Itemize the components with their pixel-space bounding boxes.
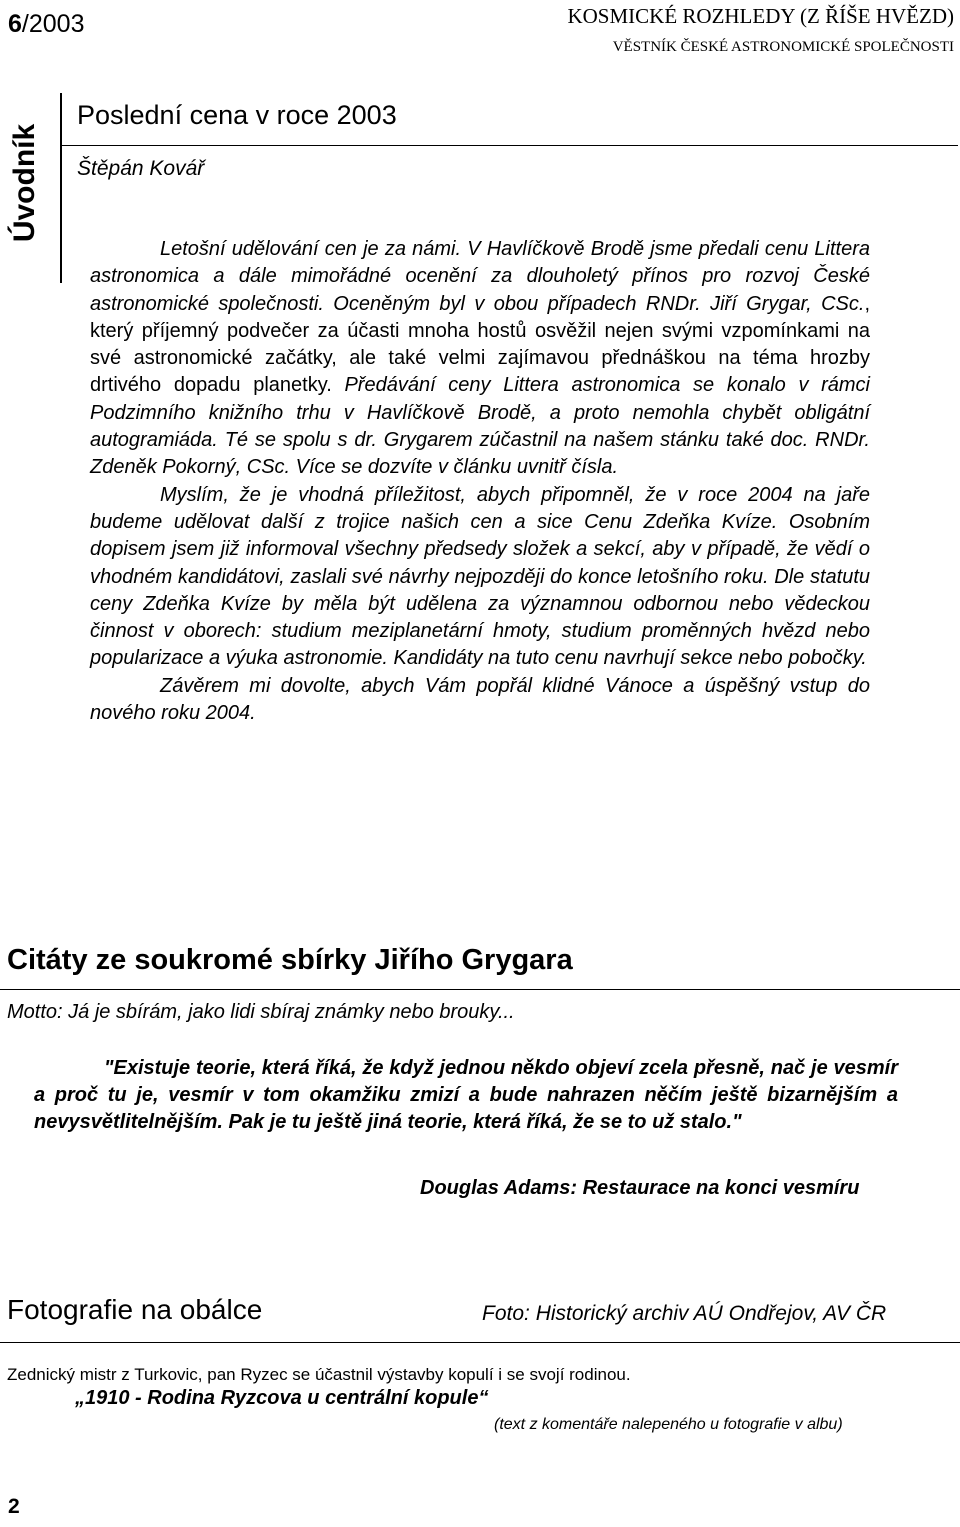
issue-number (8, 10, 84, 39)
cover-caption: „1910 - Rodina Ryzcova u centrální kopule“ (75, 1387, 489, 1409)
quotes-divider (0, 989, 960, 990)
editorial-p1-part-a: Letošní udělování cen je za námi. V Havlíčkově Brodě jsme předali cenu Littera astronomica a dále mimořádné ocenění za dlouholetý přínos pro rozvoj České astronomické společnosti. Oceněným byl v obou případech RNDr. Jiří Grygar, CSc. (90, 238, 870, 315)
editorial-body (90, 236, 870, 727)
vertical-divider (60, 93, 62, 283)
editorial-author: Štěpán Kovář (77, 157, 205, 180)
issue-number-value: 6 (8, 10, 22, 38)
cover-description: Zednický mistr z Turkovic, pan Ryzec se účastnil výstavby kopulí i se svojí rodinou. (7, 1365, 631, 1384)
editorial-divider (62, 145, 958, 146)
cover-note: (text z komentáře nalepeného u fotografie v albu) (494, 1416, 843, 1433)
cover-credit: Foto: Historický archiv AÚ Ondřejov, AV ČR (482, 1302, 887, 1325)
editorial-paragraph-2: Myslím, že je vhodná příležitost, abych připomněl, že v roce 2004 na jaře budeme udělovat další z trojice našich cen a sice Cenu Zdeňka Kvíze. Osobním dopisem jsem již informoval všechny předsedy složek a sekcí, aby v případě, že vědí o vhodném kandidátovi, zaslali své návrhy nejpozději do konce letošního roku. Dle statutu ceny Zdeňka Kvíze by měla být udělena za významnou odbornou nebo vědeckou činnost v oborech: studium meziplanetární hmoty, studium proměnných hvězd nebo popularizace a výuka astronomie. Kandidáty na tuto cenu navrhují sekce nebo pobočky. (90, 483, 870, 670)
editorial-title: Poslední cena v roce 2003 (77, 100, 397, 130)
editorial-p1-part-c: Předávání ceny Littera astronomica se konalo v rámci Podzimního knižního trhu v Havlíčkově Brodě, a proto nemohla chybět obligátní autogramiáda. Té se spolu s dr. Grygarem zúčastnil na našem stánku také doc. RNDr. Zdeněk Pokorný, CSc. Více se dozvíte v článku uvnitř čísla. (90, 374, 870, 479)
section-label-box (4, 100, 46, 266)
quote-source: Douglas Adams: Restaurace na konci vesmíru (420, 1177, 860, 1199)
editorial-paragraph-1 (90, 236, 870, 482)
quote-paragraph: "Existuje teorie, která říká, že když jednou někdo objeví zcela přesně, nač je vesmír a proč tu je, vesmír v tom okamžiku zmizí a bude nahrazen něčím ještě bizarnějším a nevysvětlitelnějším. Pak je tu ještě jiná teorie, která říká, že se to už stalo." (34, 1057, 898, 1134)
issue-year: /2003 (21, 10, 85, 38)
quotes-motto: Motto: Já je sbírám, jako lidi sbíraj známky nebo brouky... (7, 1001, 515, 1023)
quote-text (34, 1055, 898, 1137)
quotes-title: Citáty ze soukromé sbírky Jiřího Grygara (7, 944, 573, 976)
magazine-subtitle: VĚSTNÍK ČESKÉ ASTRONOMICKÉ SPOLEČNOSTI (612, 39, 954, 55)
magazine-title: KOSMICKÉ ROZHLEDY (Z ŘÍŠE HVĚZD) (567, 4, 954, 28)
cover-title: Fotografie na obálce (7, 1294, 263, 1325)
editorial-paragraph-3: Závěrem mi dovolte, abych Vám popřál klidné Vánoce a úspěšný vstup do nového roku 2004. (90, 674, 870, 725)
cover-divider (0, 1342, 960, 1343)
section-label: Úvodník (8, 123, 42, 243)
editorial-p1-part-b: , který příjemný podvečer za účasti mnoha hostů osvěžil nejen svými vzpomínkami na své astronomické začátky, ale také velmi zajímavou přednáškou na téma hrozby drtivého dopadu planetky. (90, 292, 870, 397)
page-number: 2 (8, 1495, 20, 1518)
